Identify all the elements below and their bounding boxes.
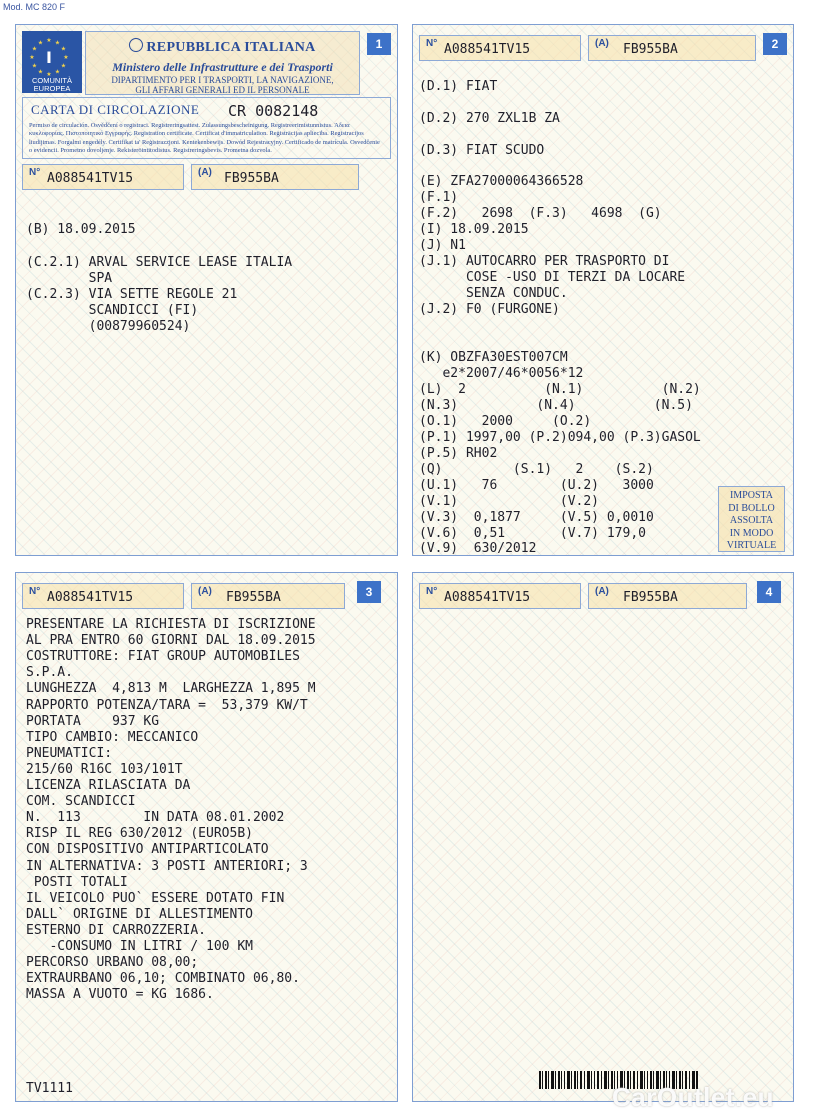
- field-j1-cont2: SENZA CONDUC.: [419, 286, 568, 301]
- field-j1-cont1: COSE -USO DI TERZI DA LOCARE: [419, 270, 686, 285]
- document-number-label: N°: [29, 586, 41, 597]
- plate-value: FB955BA: [623, 42, 678, 57]
- stamp-line-1: IMPOSTA: [729, 490, 774, 501]
- department-line-2: GLI AFFARI GENERALI ED IL PERSONALE: [135, 85, 310, 95]
- svg-text:★: ★: [31, 45, 38, 53]
- field-f1: (F.1): [419, 190, 459, 205]
- svg-text:★: ★: [37, 39, 44, 47]
- department-line-1: DIPARTIMENTO PER I TRASPORTI, LA NAVIGAZIONE,: [111, 75, 334, 85]
- document-number-value: A088541TV15: [47, 171, 134, 186]
- document-number-label: N°: [426, 38, 438, 49]
- field-v3: (V.3) 0,1877 (V.5) 0,0010: [419, 510, 654, 525]
- field-j2: (J.2) F0 (FURGONE): [419, 302, 560, 317]
- note-line: RAPPORTO POTENZA/TARA = 53,379 KW/T: [26, 697, 308, 713]
- plate-label: (A): [595, 38, 609, 49]
- note-line: CON DISPOSITIVO ANTIPARTICOLATO: [26, 842, 269, 858]
- field-c23-code: (00879960524): [26, 319, 191, 334]
- panel-number: 1: [367, 33, 391, 55]
- plate-label: (A): [198, 586, 212, 597]
- note-line: DALL` ORIGINE DI ALLESTIMENTO: [26, 906, 253, 922]
- stamp-line-3: ASSOLTA: [729, 515, 774, 526]
- field-e: (E) ZFA27000064366528: [419, 174, 584, 189]
- plate-box: [191, 583, 345, 609]
- field-v6: (V.6) 0,51 (V.7) 179,0: [419, 526, 646, 541]
- svg-text:★: ★: [63, 54, 69, 61]
- eu-stars-icon: [28, 36, 70, 78]
- note-line: POSTI TOTALI: [26, 874, 128, 890]
- plate-label: (A): [595, 586, 609, 597]
- panel-2: [412, 24, 794, 556]
- watermark-logo: CarOutlet.eu: [612, 1082, 775, 1112]
- panel-3: [15, 572, 398, 1102]
- field-b: (B) 18.09.2015: [26, 222, 136, 237]
- document-number-label: N°: [29, 167, 41, 178]
- panel-1: [15, 24, 398, 556]
- plate-value: FB955BA: [224, 171, 279, 186]
- note-line: PORTATA 937 KG: [26, 713, 160, 729]
- stamp-line-2: DI BOLLO: [728, 502, 775, 514]
- note-line: RISP IL REG 630/2012 (EURO5B): [26, 826, 253, 842]
- form-model-label: Mod. MC 820 F: [3, 2, 66, 12]
- svg-text:★: ★: [54, 39, 61, 47]
- field-k-approval: e2*2007/46*0056*12: [419, 366, 584, 381]
- svg-text:★: ★: [37, 68, 44, 76]
- field-c21-cont: SPA: [26, 271, 113, 286]
- document-number-value: A088541TV15: [444, 42, 531, 57]
- field-v9: (V.9) 630/2012: [419, 541, 537, 556]
- note-line: TIPO CAMBIO: MECCANICO: [26, 729, 199, 745]
- field-v1: (V.1) (V.2): [419, 494, 600, 509]
- note-line: IL VEICOLO PUO` ESSERE DOTATO FIN: [26, 890, 285, 906]
- field-c21: (C.2.1) ARVAL SERVICE LEASE ITALIA: [26, 255, 293, 270]
- note-line: -CONSUMO IN LITRI / 100 KM: [26, 939, 253, 954]
- field-l: (L) 2 (N.1) (N.2): [419, 382, 701, 397]
- plate-label: (A): [198, 167, 212, 178]
- plate-box: [191, 164, 359, 190]
- ministry-title: Ministero delle Infrastrutture e dei Trasporti: [112, 60, 333, 74]
- svg-text:★: ★: [29, 54, 35, 61]
- carta-translations: Permiso de circulación. Osvědčení o registraci. Registreringsattest. Zulassungsbescheinigung. Registreerimistunnistus. Άδεια κυκλοφορίας. Πιστοποιητικό Εγγραφής. Registration certificate. Certificat d'immatriculation. Reģistrācijas apliecība. Registracijos liudijimas. Forgalmi engedély. Certifikat ta' Reģistrazzjoni. Kentekenbewijs. Dowód Rejestracyjny. Certificado de matrícula. Osvedčenie o evidencii. Prometno dovoljenje. Rekisteröintitodistus. Registreringsbevis. Prometna dozvola.: [29, 122, 380, 154]
- field-j1: (J.1) AUTOCARRO PER TRASPORTO DI: [419, 254, 670, 269]
- note-line: PERCORSO URBANO 08,00;: [26, 955, 199, 971]
- panel-footer-code: TV1111: [26, 1081, 73, 1096]
- note-line: COM. SCANDICCI: [26, 794, 136, 810]
- field-d3: (D.3) FIAT SCUDO: [419, 143, 545, 158]
- field-u1: (U.1) 76 (U.2) 3000: [419, 478, 654, 493]
- note-line: MASSA A VUOTO = KG 1686.: [26, 987, 214, 1003]
- document-number-box: [22, 164, 184, 190]
- field-q: (Q) (S.1) 2 (S.2): [419, 462, 654, 477]
- document-number-box: [419, 583, 581, 609]
- republic-title: REPUBBLICA ITALIANA: [86, 38, 359, 56]
- document-number-box: [419, 35, 581, 61]
- svg-text:★: ★: [54, 68, 61, 76]
- field-j: (J) N1: [419, 238, 466, 253]
- note-line: COSTRUTTORE: FIAT GROUP AUTOMOBILES: [26, 649, 300, 665]
- plate-value: FB955BA: [623, 590, 678, 605]
- document-number-box: [22, 583, 184, 609]
- eu-country-letter: I: [46, 48, 52, 67]
- carta-title: CARTA DI CIRCOLAZIONE: [31, 102, 200, 117]
- panel-number: 2: [763, 33, 787, 55]
- note-line: LUNGHEZZA 4,813 M LARGHEZZA 1,895 M: [26, 681, 316, 697]
- svg-text:★: ★: [60, 62, 67, 70]
- republic-emblem-icon: [129, 38, 143, 52]
- document-number-label: N°: [426, 586, 438, 597]
- field-c23: (C.2.3) VIA SETTE REGOLE 21: [26, 287, 238, 302]
- field-n3: (N.3) (N.4) (N.5): [419, 398, 693, 413]
- field-p1: (P.1) 1997,00 (P.2)094,00 (P.3)GASOL: [419, 430, 701, 445]
- field-d1: (D.1) FIAT: [419, 79, 498, 94]
- eu-label-2: EUROPEA: [33, 84, 71, 93]
- note-line: EXTRAURBANO 06,10; COMBINATO 06,80.: [26, 971, 300, 987]
- note-line: 215/60 R16C 103/101T: [26, 761, 183, 777]
- field-d2: (D.2) 270 ZXL1B ZA: [419, 111, 560, 126]
- note-line: IN ALTERNATIVA: 3 POSTI ANTERIORI; 3: [26, 858, 308, 874]
- note-line: ESTERNO DI CARROZZERIA.: [26, 922, 207, 938]
- svg-text:★: ★: [31, 62, 38, 70]
- note-line: S.P.A.: [26, 665, 73, 681]
- plate-value: FB955BA: [226, 590, 281, 605]
- document-number-value: A088541TV15: [47, 590, 134, 605]
- field-k: (K) OBZFA30EST007CM: [419, 350, 568, 365]
- eu-label-1: COMUNITÀ: [32, 76, 72, 85]
- panel-number: 4: [757, 581, 781, 603]
- panel-4: [412, 572, 794, 1102]
- stamp-line-5: VIRTUALE: [726, 540, 777, 551]
- stamp-line-4: IN MODO: [729, 527, 774, 539]
- svg-text:★: ★: [46, 71, 52, 78]
- note-line: AL PRA ENTRO 60 GIORNI DAL 18.09.2015: [26, 633, 316, 649]
- note-line: LICENZA RILASCIATA DA: [26, 778, 191, 793]
- carta-box: [22, 97, 391, 159]
- note-line: PRESENTARE LA RICHIESTA DI ISCRIZIONE: [26, 617, 316, 632]
- field-i: (I) 18.09.2015: [419, 222, 529, 237]
- note-line: N. 113 IN DATA 08.01.2002: [26, 810, 285, 826]
- field-p5: (P.5) RH02: [419, 446, 498, 461]
- svg-text:★: ★: [60, 45, 67, 53]
- republic-header: [85, 31, 360, 95]
- stamp-duty-box: [718, 486, 785, 552]
- document-number-value: A088541TV15: [444, 590, 531, 605]
- field-c23-city: SCANDICCI (FI): [26, 303, 199, 318]
- field-o1: (O.1) 2000 (O.2): [419, 414, 592, 429]
- plate-box: [588, 583, 747, 609]
- field-f2: (F.2) 2698 (F.3) 4698 (G): [419, 206, 662, 221]
- svg-text:★: ★: [46, 37, 52, 44]
- carta-number: CR 0082148: [228, 102, 319, 120]
- note-line: PNEUMATICI:: [26, 745, 113, 761]
- eu-emblem: [22, 31, 82, 93]
- panel-number: 3: [357, 581, 381, 603]
- plate-box: [588, 35, 756, 61]
